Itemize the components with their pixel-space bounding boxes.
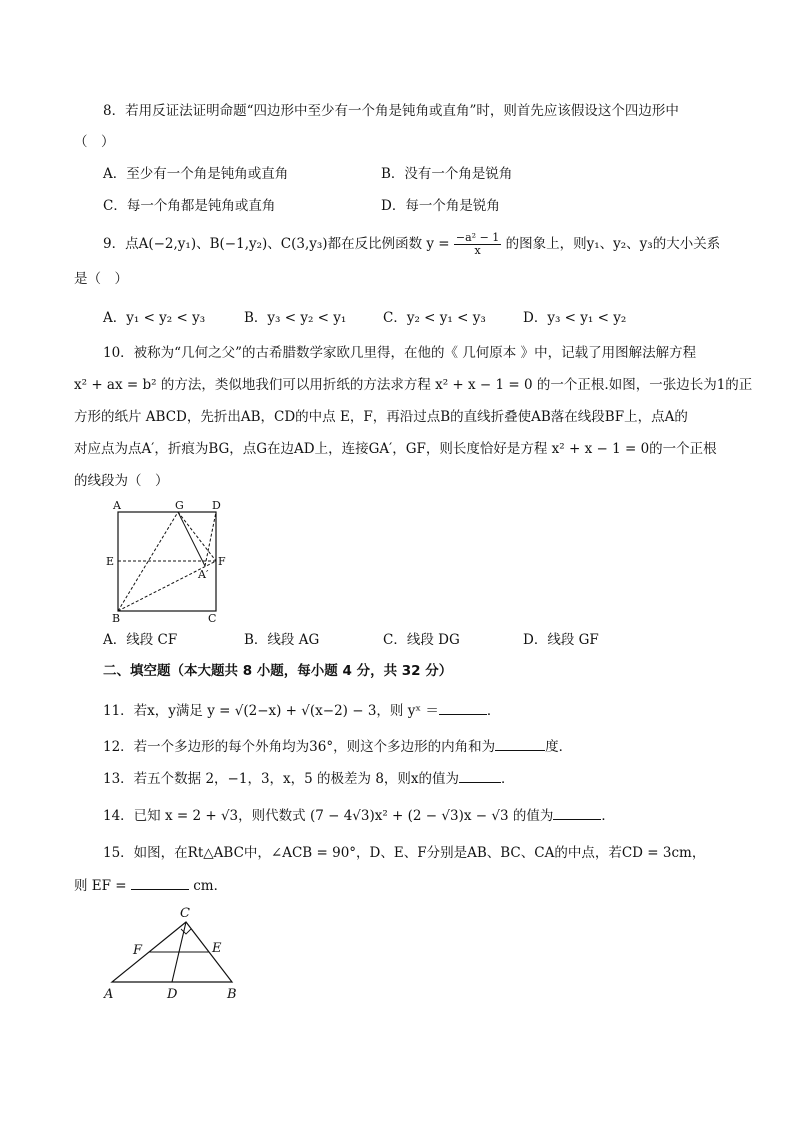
q9-stem-head: 9．点A(−2,y₁)、B(−1,y₂)、C(3,y₃)都在反比例函数 y = <box>103 236 450 252</box>
q12-text: 12．若一个多边形的每个外角均为36°，则这个多边形的内角和为 <box>103 739 496 755</box>
q13-text: 13．若五个数据 2，−1，3，x，5 的极差为 8，则x的值为 <box>103 771 460 787</box>
q10-stem-line2: x² + ax = b² 的方法，类似地我们可以用折纸的方法求方程 x² + x − 1 = 0 的一个正根.如图，一张边长为1的正 <box>74 377 753 393</box>
q9-option-d: D．y₃ < y₁ < y₂ <box>523 310 627 326</box>
q11-answer-blank[interactable] <box>439 701 487 715</box>
q9-fraction <box>454 232 501 257</box>
label-e: E <box>212 941 222 956</box>
label-a-prime: A′ <box>198 568 209 581</box>
q10-stem-line5: 的线段为（ ） <box>74 473 169 489</box>
segment-gf <box>178 512 216 561</box>
q14-tail: ． <box>601 808 615 824</box>
q8-stem: 8．若用反证法证明命题“四边形中至少有一个角是钝角或直角”时，则首先应该假设这个四边形中 <box>103 103 679 119</box>
label-g: G <box>175 499 184 512</box>
q9-frac-numerator: −a² − 1 <box>455 231 500 244</box>
q12 <box>103 737 572 756</box>
label-c: C <box>208 612 217 625</box>
q9-stem <box>103 232 720 257</box>
q10-square-figure <box>100 500 240 630</box>
segment-a1d <box>205 512 216 566</box>
label-b: B <box>227 987 237 1002</box>
q9-stem-tail: 的图象上，则y₁、y₂、y₃的大小关系 <box>505 236 721 252</box>
q8-paren: （ ） <box>74 134 115 150</box>
segment-ga1 <box>178 512 205 566</box>
q9-option-b: B．y₃ < y₂ < y₁ <box>244 310 347 326</box>
q10-stem-line4: 对应点为点A′，折痕为BG，点G在边AD上，连接GA′，GF，则长度恰好是方程 x² + x − 1 = 0的一个正根 <box>74 441 717 457</box>
q11-text: 11．若x，y满足 y = √(2−x) + √(x−2) − 3，则 yˣ ＝ <box>103 703 439 719</box>
q8-option-b: B．没有一个角是锐角 <box>381 166 513 182</box>
q11 <box>103 701 500 720</box>
label-b: B <box>112 612 121 625</box>
q15-line2-head: 则 EF = <box>74 878 127 894</box>
q15-line2-tail: cm． <box>193 878 228 894</box>
label-f: F <box>133 943 143 958</box>
q15-stem-line1: 15．如图，在Rt△ABC中，∠ACB = 90°，D、E、F分别是AB、BC、CA的中点，若CD = 3cm， <box>103 845 706 861</box>
q10-stem-line3: 方形的纸片 ABCD，先折出AB，CD的中点 E，F，再沿过点B的直线折叠使AB落在线段BF上，点A的 <box>74 409 688 425</box>
q9-option-c: C．y₂ < y₁ < y₃ <box>383 310 486 326</box>
q9-option-a: A．y₁ < y₂ < y₃ <box>103 310 206 326</box>
q14-answer-blank[interactable] <box>553 806 601 820</box>
q10-option-d: D．线段 GF <box>523 632 599 648</box>
label-e: E <box>106 555 115 568</box>
q13-tail: ． <box>501 771 515 787</box>
q14-text: 14．已知 x = 2 + √3，则代数式 (7 − 4√3)x² + (2 − √3)x − √3 的值为 <box>103 808 554 824</box>
label-d: D <box>167 987 178 1002</box>
q8-option-d: D．每一个角是锐角 <box>381 198 500 214</box>
label-c: C <box>180 906 190 921</box>
q12-tail: 度． <box>545 739 573 755</box>
q8-option-c: C．每一个角都是钝角或直角 <box>103 198 276 214</box>
q15-answer-blank[interactable] <box>131 876 189 890</box>
q10-option-c: C．线段 DG <box>383 632 460 648</box>
q13 <box>103 769 515 788</box>
label-a: A <box>113 499 121 512</box>
right-angle-mark <box>181 929 191 934</box>
label-d: D <box>212 499 221 512</box>
label-a: A <box>104 987 114 1002</box>
q9-frac-denominator: x <box>474 244 481 257</box>
section-fill-in-title: 二、填空题（本大题共 8 小题，每小题 4 分，共 32 分） <box>103 663 453 679</box>
q8-option-a: A．至少有一个角是钝角或直角 <box>103 166 289 182</box>
q15-triangle-figure <box>100 902 250 1002</box>
q14 <box>103 806 615 825</box>
q12-answer-blank[interactable] <box>495 737 545 751</box>
label-f: F <box>218 555 226 568</box>
q9-stem-line2: 是（ ） <box>74 271 128 287</box>
q10-stem-line1: 10．被称为“几何之父”的古希腊数学家欧几里得，在他的《 几何原本 》中，记载了用图解法解方程 <box>103 345 697 361</box>
q15-stem-line2 <box>74 876 227 895</box>
q11-tail: ． <box>486 703 501 719</box>
q10-option-a: A．线段 CF <box>103 632 178 648</box>
q13-answer-blank[interactable] <box>459 769 501 783</box>
square-abcd <box>118 512 216 611</box>
q10-option-b: B．线段 AG <box>244 632 320 648</box>
